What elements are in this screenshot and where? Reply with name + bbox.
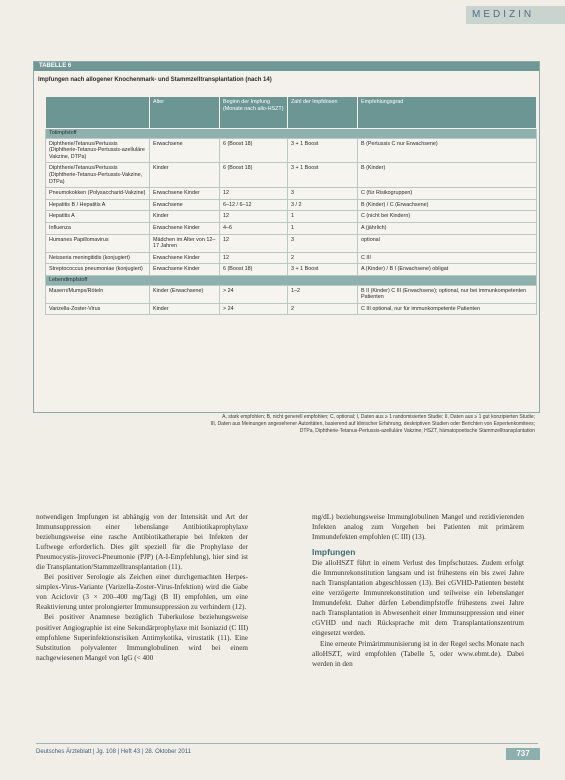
table-cell: B (Kinder) / C (Erwachsene) — [358, 199, 537, 211]
paragraph: Bei positiver Anamnese bezüglich Tuberkulose beziehungsweise positiver Angiographie ist eine Sekundärprophylaxe mit Isoniazid (C III) empfohlene Superinfektionsrisiken Antimykotika, virustatik (11). Eine Substitution polyvalenter Immunglobulinen wird bei einem nachgewiesenen Mangel von IgG (< 400 — [36, 613, 248, 662]
table-cell: 3 + 1 Boost — [288, 163, 358, 188]
table-cell: 6 (Boost 18) — [220, 264, 288, 276]
table-cell: Humanes Papillomavirus — [46, 234, 150, 252]
table-cell: Erwachsene — [150, 199, 220, 211]
header-cell: Empfehlungsgrad — [358, 97, 537, 129]
table-cell: 1 — [288, 222, 358, 234]
table-row — [46, 303, 537, 315]
table-row — [46, 234, 537, 252]
left-text-column — [36, 512, 248, 663]
table-cell: 1–2 — [288, 285, 358, 303]
table-row — [46, 285, 537, 303]
paragraph: notwendigen Impfungen ist abhängig von der Intensität und Art der Immunsuppression einer lebenslange Antibiotikaprophylaxe beziehungsweise eine rasche Antibiotikatherapie bei Infekten der Luftwege erforderlich. Dies gilt speziell für die Prophylaxe der Pneumocystis-jiroveci-Pneumonie (PJP) (A-I-Empfehlung), hier sind ist die Transplantation/Stammzelltransplantation (11). — [36, 513, 248, 572]
footer-rule — [36, 743, 538, 744]
subheading: Impfungen — [312, 547, 356, 558]
table-cell: 2 — [288, 303, 358, 315]
table-cell: Diphtherie/Tetanus/Pertussis (Diphtherie-Tetanus-Pertussis-Vakzine, DTPa) — [46, 163, 150, 188]
journal-footer: Deutsches Ärzteblatt | Jg. 108 | Heft 43 | 28. Oktober 2011 — [36, 749, 191, 755]
table-cell: Erwachsene Kinder — [150, 222, 220, 234]
table-cell: Hepatitis B / Hepatitis A — [46, 199, 150, 211]
paragraph: Bei positiver Serologie als Zeichen einer durchgemachten Herpes-simplex-Virus-Variante (Varizella-Zoster-Virus-Infektion) wird die Gabe von Aciclovir (3 × 200–400 mg/Tag) (B II) empfohlen, um eine Reaktivierung unter prolongierter Immunsuppression zu verhindern (12). — [36, 573, 248, 612]
table-cell: Erwachsene — [150, 138, 220, 163]
table-row — [46, 138, 537, 163]
table-row — [46, 199, 537, 211]
table-cell: C (für Risikogruppen) — [358, 188, 537, 200]
table-row — [46, 222, 537, 234]
table-cell: Erwachsene Kinder — [150, 264, 220, 276]
table-cell: 3 — [288, 188, 358, 200]
table-cell: Masern/Mumps/Röteln — [46, 285, 150, 303]
table-cell: Mädchen im Alter von 12–17 Jahren — [150, 234, 220, 252]
table-cell: Hepatitis A — [46, 211, 150, 223]
table-footnotes — [45, 414, 535, 435]
table-cell: A (jährlich) — [358, 222, 537, 234]
table-cell: B (Pertussis C nur Erwachsene) — [358, 138, 537, 163]
group-label: Totimpfstoff — [46, 129, 537, 139]
table-cell: 6 (Boost 18) — [220, 138, 288, 163]
table-cell: C III optional, nur für immunkompetente Patienten — [358, 303, 537, 315]
table-cell: 12 — [220, 211, 288, 223]
table-cell: Erwachsene Kinder — [150, 188, 220, 200]
table-cell: Varizella-Zoster-Virus — [46, 303, 150, 315]
paragraph: Die alloHSZT führt in einem Verlust des Impfschutzes. Zudem erfolgt die Immunrekonstitution langsam und ist frühestens ein bis zwei Jahre nach Transplantation abgeschlossen (13). Bei cGVHD-Patienten besteht eine verzögerte Immunrekonstitution und teilweise ein lebenslanger Immundefekt. Daher dürfen Lebendimpfstoffe frühestens zwei Jahre nach Transplantation in Abwesenheit einer Immunsuppression und einer cGVHD und nach Rücksprache mit dem Transplantationszentrum eingesetzt werden. — [312, 559, 524, 638]
header-cell: Beginn der Impfung (Monate nach allo-HSZT) — [220, 97, 288, 129]
table-cell: Influenza — [46, 222, 150, 234]
table-cell: 6 (Boost 18) — [220, 163, 288, 188]
table-cell: 1 — [288, 211, 358, 223]
table-header-row — [46, 97, 537, 129]
vaccination-table — [45, 96, 537, 315]
table-cell: Neisseria meningitidis (konjugiert) — [46, 252, 150, 264]
right-text-column — [312, 512, 524, 669]
paragraph: Eine erneute Primärimmunisierung ist in der Regel sechs Monate nach alloHSZT, wird empfohlen (Tabelle 5, oder www.ebmt.de). Dabei werden in den — [312, 639, 524, 668]
table-cell: 2 — [288, 252, 358, 264]
table-cell: Diphtherie/Tetanus/Pertussis (Diphtherie-Tetanus-Pertussis-azelluläre Vakzine, DTPa) — [46, 138, 150, 163]
table-cell: Erwachsene Kinder — [150, 252, 220, 264]
header-cell: Zahl der Impfdosen — [288, 97, 358, 129]
table-cell: 12 — [220, 252, 288, 264]
table-label: TABELLE 6 — [34, 62, 539, 71]
table-cell: 3 + 1 Boost — [288, 264, 358, 276]
table-cell: 3 / 2 — [288, 199, 358, 211]
table-cell: Kinder (Erwachsene) — [150, 285, 220, 303]
footnote-line: DTPa, Diphtherie-Tetanus-Pertussis-azelluläre Vakzine; HSZT, hämatopoetische Stammzelltransplantation — [299, 428, 535, 434]
section-label: MEDIZIN — [466, 6, 565, 24]
table-title: Impfungen nach allogener Knochenmark- und Stammzelltransplantation (nach 14) — [38, 77, 272, 83]
page-number: 737 — [506, 748, 540, 760]
table-cell: 6–12 / 6–12 — [220, 199, 288, 211]
table-group-row — [46, 275, 537, 285]
table-cell: Pneumokokken (Polysaccharid-Vakzine) — [46, 188, 150, 200]
table-cell: optional — [358, 234, 537, 252]
table-box — [33, 61, 540, 413]
table-cell: C (nicht bei Kindern) — [358, 211, 537, 223]
table-row — [46, 264, 537, 276]
table-cell: 4–6 — [220, 222, 288, 234]
footnote-line: III, Daten aus Meinungen angesehener Autoritäten, basierend auf klinischer Erfahrung, deskriptiven Studien oder Berichten von Expertenkomitees; — [210, 421, 535, 427]
table-cell: B II (Kinder) C III (Erwachsene); optional, nur bei immunkompetenten Patienten — [358, 285, 537, 303]
table-cell: Kinder — [150, 303, 220, 315]
table-row — [46, 211, 537, 223]
table-cell: B (Kinder) — [358, 163, 537, 188]
table-cell: Streptococcus pneumoniae (konjugiert) — [46, 264, 150, 276]
table-cell: 12 — [220, 188, 288, 200]
table-row — [46, 188, 537, 200]
table-cell: C III — [358, 252, 537, 264]
header-cell: Alter — [150, 97, 220, 129]
table-group-row — [46, 129, 537, 139]
table-cell: 3 — [288, 234, 358, 252]
group-label: Lebendimpfstoff — [46, 275, 537, 285]
table-row — [46, 252, 537, 264]
table-cell: > 24 — [220, 303, 288, 315]
table-cell: > 24 — [220, 285, 288, 303]
table-cell: 12 — [220, 234, 288, 252]
header-cell — [46, 97, 150, 129]
table-cell: Kinder — [150, 211, 220, 223]
table-row — [46, 163, 537, 188]
table-cell: Kinder — [150, 163, 220, 188]
table-cell: A (Kinder) / B I (Erwachsene) obligat — [358, 264, 537, 276]
footnote-line: A, stark empfohlen; B, nicht generell empfohlen; C, optional; I, Daten aus ≥ 1 randomisierten Studie; II, Daten aus ≥ 1 gut konzipierten Studie; — [222, 414, 535, 420]
paragraph: mg/dL) beziehungsweise Immunglobulinen Mangel und rezidivierenden Infekten analog zum Vorgehen bei Patienten mit primärem Immundefekten empfohlen (C III) (13). — [312, 513, 524, 542]
table-cell: 3 + 1 Boost — [288, 138, 358, 163]
